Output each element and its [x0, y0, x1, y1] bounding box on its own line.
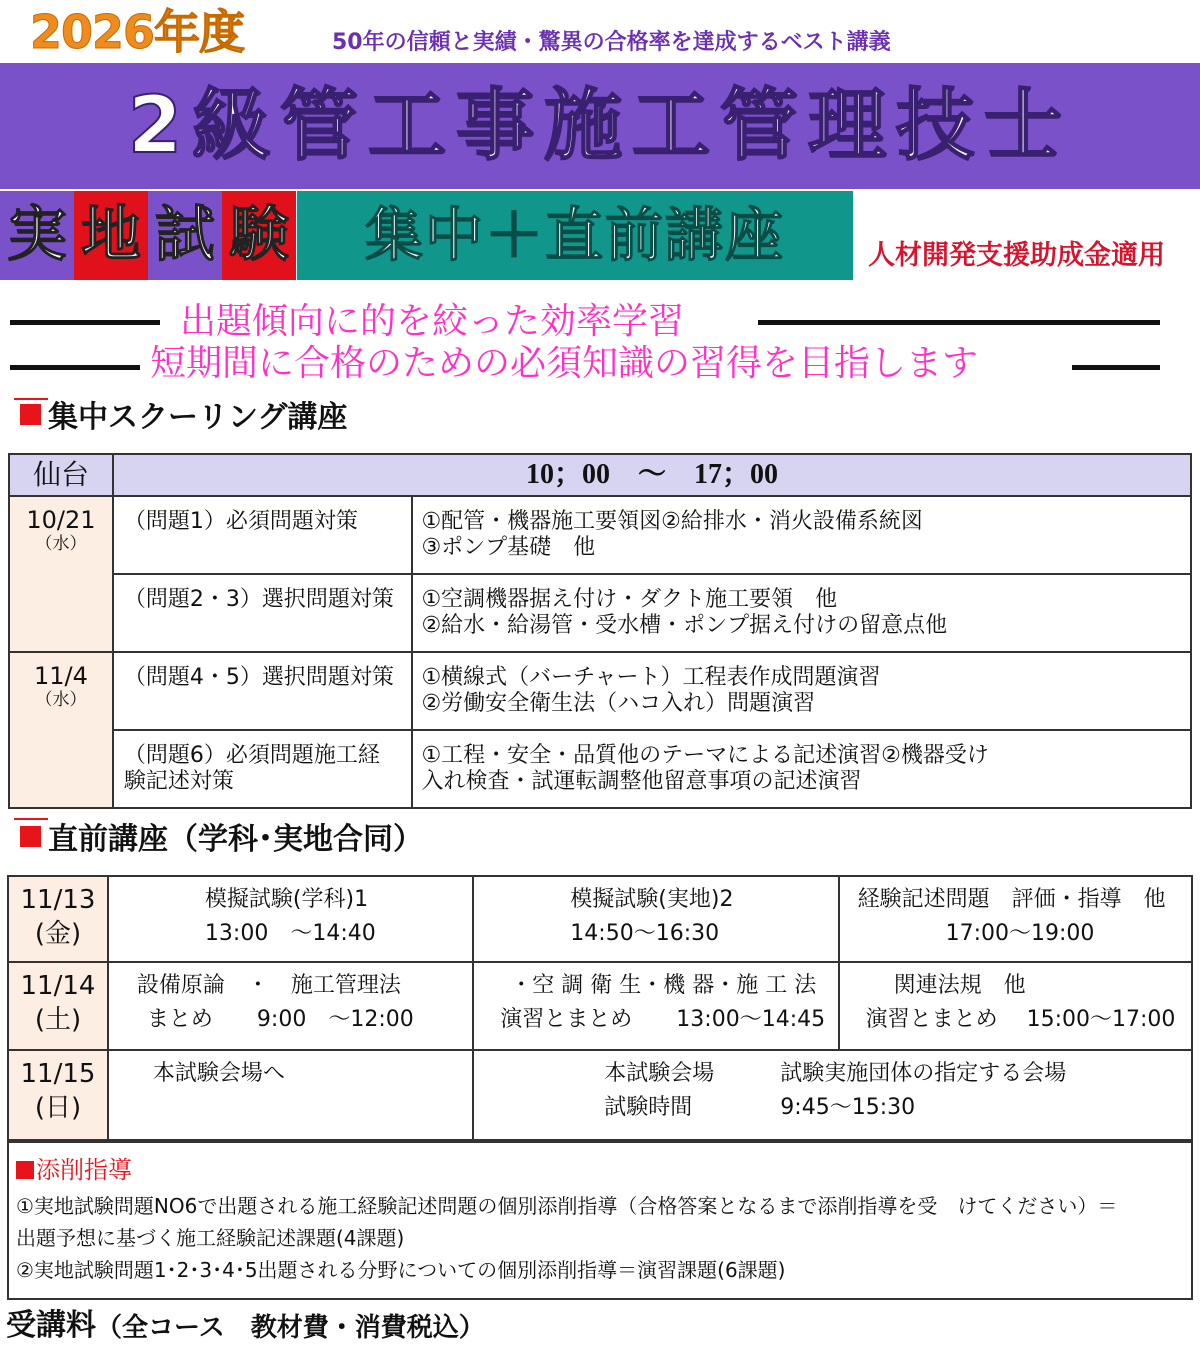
date-label: 10/21	[26, 506, 96, 534]
final-course-table	[7, 875, 1193, 1143]
tagline-line-2: 短期間に合格のための必須知識の習得を目指します	[150, 343, 979, 384]
session-cell	[108, 962, 473, 1050]
detail-line: ①空調機器据え付け・ダクト施工要領 他	[421, 587, 838, 612]
session-cell	[473, 962, 838, 1050]
fee-label: 受講料	[6, 1308, 96, 1343]
section-marker-line	[14, 818, 48, 820]
date-label: 11/15	[20, 1059, 96, 1089]
detail-line: 入れ検査・試運転調整他留意事項の記述演習	[421, 769, 862, 794]
topic-cell: （問題1）必須問題対策	[113, 496, 413, 574]
session-title: 経験記述問題 評価・指導 他	[857, 887, 1166, 912]
session-title: ・空 調 衛 生・機 器・施 工 法	[510, 973, 817, 998]
session-time: 14:50～16:30	[570, 921, 720, 946]
page-title: 2級管工事施工管理技士	[127, 81, 1073, 171]
schooling-table	[8, 453, 1192, 809]
course-title: 集中＋直前講座	[364, 201, 785, 269]
session-cell	[839, 876, 1192, 962]
section-marker	[20, 404, 41, 425]
session-title: 設備原論 ・ 施工管理法	[136, 973, 401, 998]
exam-venue: 本試験会場 試験実施団体の指定する会場	[604, 1061, 1067, 1086]
exam-char-3: 試	[148, 191, 222, 280]
session-title: 関連法規 他	[893, 973, 1026, 998]
session-cell	[473, 876, 838, 962]
session-title: 模擬試験(実地)2	[570, 887, 734, 912]
weekday-label: (土)	[34, 1005, 82, 1035]
detail-line: ①配管・機器施工要領図②給排水・消火設備系統図	[421, 509, 923, 534]
detail-line: ①横線式（バーチャート）工程表作成問題演習	[421, 665, 881, 690]
date-cell	[8, 1050, 108, 1142]
session-time: 演習とまとめ 15:00～17:00	[865, 1007, 1176, 1032]
date-cell	[9, 652, 113, 808]
session-cell	[473, 1050, 1192, 1142]
section-marker-line	[14, 398, 48, 400]
session-cell	[839, 962, 1192, 1050]
note-marker	[16, 1161, 34, 1179]
detail-cell	[412, 496, 1191, 574]
tagline-line-1: 出題傾向に的を絞った効率学習	[180, 301, 685, 342]
divider-line	[1072, 365, 1160, 370]
detail-line: ①工程・安全・品質他のテーマによる記述演習②機器受け	[421, 743, 989, 768]
fee-note: （全コース 教材費・消費税込）	[96, 1313, 485, 1343]
session-title: 模擬試験(学科)1	[204, 887, 369, 912]
detail-cell	[412, 730, 1191, 808]
year-label: 2026年度	[30, 5, 245, 59]
detail-cell	[412, 574, 1191, 652]
weekday-label: (日)	[34, 1093, 82, 1123]
city-cell: 仙台	[9, 454, 113, 496]
note-heading: 添削指導	[36, 1156, 132, 1184]
session-time: 13:00 ～14:40	[204, 921, 376, 946]
note-line: 出題予想に基づく施工経験記述課題(4課題)	[16, 1226, 405, 1250]
exam-char-2: 地	[74, 191, 148, 280]
topic-cell: （問題4・5）選択問題対策	[113, 652, 413, 730]
date-label: 11/4	[34, 662, 88, 690]
subsidy-label: 人材開発支援助成金適用	[868, 240, 1165, 271]
exam-char-1: 実	[0, 191, 74, 280]
tagline: 50年の信頼と実績・驚異の合格率を達成するベスト講義	[332, 30, 891, 55]
section-marker	[20, 826, 41, 847]
exam-time: 試験時間 9:45～15:30	[604, 1095, 916, 1120]
divider-line	[758, 320, 1160, 325]
session-title: 本試験会場へ	[152, 1061, 285, 1086]
detail-cell	[412, 652, 1191, 730]
session-cell	[108, 876, 473, 962]
time-cell: 10；00 ～ 17；00	[113, 454, 1191, 496]
session-time: まとめ 9:00 ～12:00	[146, 1007, 414, 1032]
exam-char-4: 験	[222, 191, 296, 280]
date-cell	[8, 876, 108, 962]
session-cell	[108, 1050, 473, 1142]
session-time: 演習とまとめ 13:00～14:45	[500, 1007, 826, 1032]
detail-line: ②給水・給湯管・受水槽・ポンプ据え付けの留意点他	[421, 613, 948, 638]
date-label: 11/13	[20, 885, 96, 915]
detail-line: ③ポンプ基礎 他	[421, 535, 596, 560]
topic-cell: （問題2・3）選択問題対策	[113, 574, 413, 652]
session-time: 17:00～19:00	[945, 921, 1095, 946]
detail-line: ②労働安全衛生法（ハコ入れ）問題演習	[421, 691, 816, 716]
section-title-final: 直前講座（学科･実地合同）	[48, 822, 423, 857]
date-label: 11/14	[20, 971, 96, 1001]
note-line: ①実地試験問題NO6で出題される施工経験記述問題の個別添削指導（合格答案となるまで添削指導を受 けてください）＝	[16, 1194, 1118, 1218]
note-line: ②実地試験問題1･2･3･4･5出題される分野についての個別添削指導＝演習課題(6課題)	[16, 1258, 786, 1282]
divider-line	[10, 320, 160, 325]
weekday-label: （水）	[35, 534, 87, 554]
weekday-label: (金)	[34, 919, 82, 949]
weekday-label: （水）	[35, 690, 87, 710]
date-cell	[9, 496, 113, 652]
date-cell	[8, 962, 108, 1050]
divider-line	[10, 365, 140, 370]
topic-cell: （問題6）必須問題施工経験記述対策	[113, 730, 413, 808]
section-title-schooling: 集中スクーリング講座	[48, 400, 348, 435]
